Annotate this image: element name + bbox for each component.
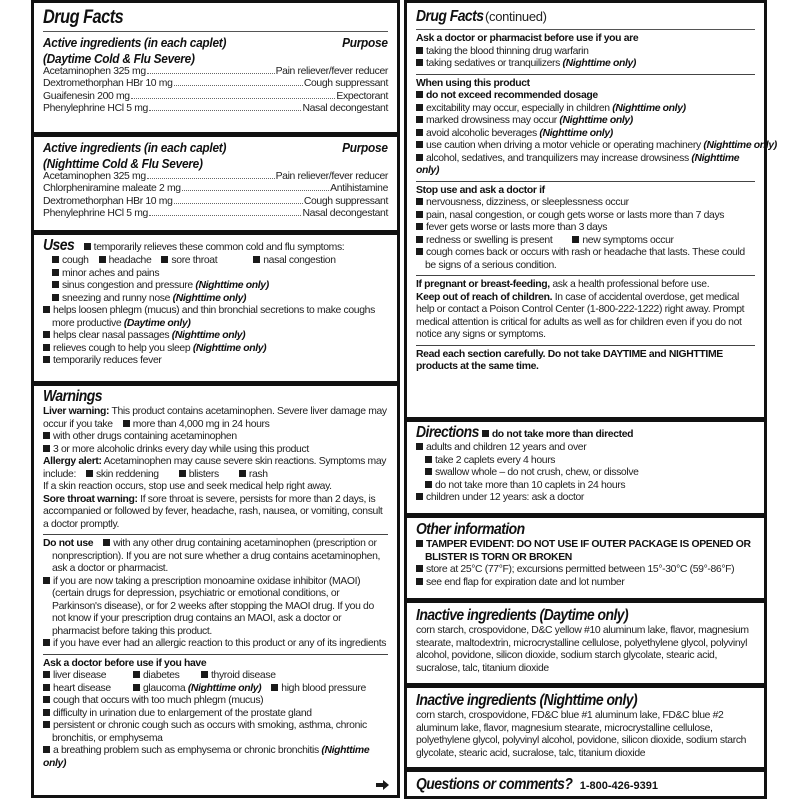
storage-text: store at 25°C (77°F); excursions permitted between 15°-30°C (59°-86°F): [426, 564, 735, 575]
bullet-icon: [43, 671, 50, 678]
nighttime-note: (Nighttime only): [43, 745, 370, 769]
when-using-text: marked drowsiness may occur: [426, 115, 557, 126]
bullet-icon: [43, 432, 50, 439]
directions-intro: [416, 424, 755, 442]
bullet-icon: [416, 540, 423, 547]
keep-out-text: In case of accidental overdose, get medical help or contact a Poison Control Center (1-800-222-1222) right away. Prompt medical attention is critical for adults as well as for children even if you do not notice any signs or symptoms.: [416, 291, 745, 340]
bullet-icon: [482, 430, 489, 437]
tamper-evident-item: [416, 539, 755, 564]
uses-title: Uses: [43, 237, 75, 254]
divider: [416, 74, 755, 75]
do-not-use-text: if you are now taking a prescription monoamine oxidase inhibitor (MAOI) (certain drugs for depression, psychiatric or emotional conditions, or Parkinson's disease), or for 2 weeks after stopping the MAOI drug. If you do not know if your prescription drug contains an MAOI, ask a doctor or pharmacist before taking this product.: [52, 575, 374, 637]
bullet-icon: [239, 470, 246, 477]
allergy-alert: [43, 456, 388, 481]
warnings-box: [31, 383, 400, 798]
uses-box: [31, 232, 400, 384]
right-column: [404, 0, 777, 799]
bullet-icon: [52, 256, 59, 263]
other-information-box: [404, 515, 767, 601]
pregnant-text: ask a health professional before use.: [552, 279, 710, 290]
stop-use-item: [416, 210, 755, 223]
use-item: [43, 280, 388, 293]
nighttime-note: (Nighttime only): [539, 127, 613, 139]
direction-subitem: [416, 480, 755, 493]
stop-use-item: [416, 235, 755, 248]
end-flap-item: [416, 577, 755, 590]
inactive-daytime-text: corn starch, crospovidone, D&C yellow #10 aluminum lake, flavor, magnesium stearate, maltodextrin, microcrystalline cellulose, polyethylene glycol, polyvinyl alcohol, povidone, silicon dioxide, sodium starch glycolate, stearic acid, sucralose, talc, titanium dioxide: [416, 625, 749, 674]
symptom-item: sore throat: [171, 255, 218, 266]
bullet-icon: [416, 154, 423, 161]
ingredient-row: [43, 183, 388, 195]
purpose-heading: Purpose: [342, 35, 388, 50]
bullet-icon: [133, 684, 140, 691]
uses-intro-text: temporarily relieves these common cold and flu symptoms:: [93, 242, 345, 253]
when-using-item: [416, 103, 755, 116]
divider: [43, 534, 388, 535]
bullet-icon: [416, 141, 423, 148]
ingredient-purpose: Nasal decongestant: [302, 103, 388, 115]
purpose-heading: Purpose: [342, 140, 388, 155]
direction-text: do not take more than 10 caplets in 24 hours: [435, 479, 626, 491]
when-using-item: [416, 140, 777, 153]
active-ingredients-header: [43, 140, 388, 156]
pharmacist-text: taking the blood thinning drug warfarin: [426, 45, 589, 57]
subheading-text: (Nighttime Cold & Flu Severe): [43, 155, 203, 171]
allergy-item: skin reddening: [96, 468, 159, 480]
dot-leader: [174, 203, 303, 204]
bullet-icon: [43, 696, 50, 703]
condition-item: high blood pressure: [281, 682, 366, 694]
ingredient-purpose: Pain reliever/fever reducer: [275, 66, 388, 77]
direction-text: children under 12 years: ask a doctor: [426, 492, 585, 503]
ask-pharmacist-label: Ask a doctor or pharmacist before use if you are: [416, 33, 639, 44]
ask-doctor-row: [43, 670, 388, 683]
liver-warning-item-row: [43, 431, 388, 444]
when-using-text: do not exceed recommended dosage: [426, 90, 598, 101]
bullet-icon: [52, 269, 59, 276]
do-not-use-text: if you have ever had an allergic reaction to this product or any of its ingredients: [53, 638, 387, 649]
direction-text: take 2 caplets every 4 hours: [435, 454, 556, 466]
dot-leader: [147, 178, 275, 179]
bullet-icon: [43, 684, 50, 691]
ingredient-purpose: Expectorant: [336, 90, 388, 102]
nighttime-note: (Nighttime only): [416, 152, 740, 176]
use-item: [43, 330, 388, 343]
tamper-evident-text: TAMPER EVIDENT: DO NOT USE IF OUTER PACKAGE IS OPENED OR BLISTER IS TORN OR BROKEN: [425, 539, 751, 563]
inactive-nighttime-title: Inactive ingredients (Nighttime only): [416, 692, 638, 709]
condition-item: difficulty in urination due to enlargement of the prostate gland: [53, 707, 312, 719]
when-using-item: [416, 128, 755, 141]
bullet-icon: [52, 281, 59, 288]
ingredient-name: Chlorpheniramine maleate 2 mg: [43, 183, 181, 195]
daytime-subheading: [43, 51, 388, 67]
use-item: [43, 343, 388, 356]
sore-throat-warning: [43, 494, 388, 532]
ingredient-name: Acetaminophen 325 mg: [43, 171, 146, 182]
ingredient-name: Phenylephrine HCl 5 mg: [43, 208, 148, 220]
ingredient-row: [43, 78, 388, 90]
ingredient-name: Dextromethorphan HBr 10 mg: [43, 195, 173, 207]
symptoms-row: [43, 255, 388, 268]
liver-warning-item-row: [43, 444, 388, 457]
stop-use-text: cough comes back or occurs with rash or headache that lasts. These could be signs of a serious condition.: [425, 247, 745, 271]
bullet-icon: [416, 578, 423, 585]
continue-arrow-icon: [376, 780, 389, 790]
nighttime-note: (Nighttime only): [192, 342, 267, 354]
bullet-icon: [103, 539, 110, 546]
dot-leader: [182, 190, 329, 191]
use-item: [43, 305, 388, 330]
do-not-use-label: Do not use: [43, 538, 94, 549]
stop-use-text: redness or swelling is present: [426, 234, 553, 246]
read-each-notice: Read each section carefully. Do not take DAYTIME and NIGHTTIME products at the same time.: [416, 348, 723, 372]
nighttime-note: (Nighttime only): [172, 292, 247, 304]
ingredient-purpose: Nasal decongestant: [302, 208, 388, 220]
divider: [416, 345, 755, 346]
bullet-icon: [43, 445, 50, 452]
ask-doctor-label: Ask a doctor before use if you have: [43, 657, 207, 669]
bullet-icon: [43, 721, 50, 728]
direction-item: [416, 492, 755, 505]
condition-row: [43, 708, 388, 721]
inactive-nighttime-box: [404, 685, 767, 770]
ingredient-purpose: Cough suppressant: [303, 195, 388, 207]
bullet-icon: [43, 356, 50, 363]
condition-item: cough that occurs with too much phlegm (mucus): [53, 695, 264, 706]
ingredient-row: [43, 196, 388, 208]
bullet-icon: [416, 129, 423, 136]
directions-intro-text: do not take more than directed: [491, 429, 634, 440]
do-not-use-item: [43, 576, 388, 639]
stop-use-label: Stop use and ask a doctor if: [416, 184, 545, 196]
directions-box: [404, 419, 767, 516]
direction-subitem: [416, 455, 755, 468]
ingredient-purpose: Cough suppressant: [303, 78, 388, 90]
stop-use-text: new symptoms occur: [582, 234, 674, 246]
condition-row: [43, 720, 388, 745]
symptom-item: nasal congestion: [263, 255, 336, 266]
ingredient-purpose: Pain reliever/fever reducer: [275, 171, 388, 182]
use-text: helps loosen phlegm (mucus) and thin bronchial secretions to make coughs more productive: [52, 305, 375, 329]
condition-item: heart disease: [53, 682, 111, 694]
active-ingredients-heading: Active ingredients (in each caplet): [43, 140, 227, 155]
bullet-icon: [416, 91, 423, 98]
ingredient-row: [43, 91, 388, 103]
subheading-text: (Daytime Cold & Flu Severe): [43, 50, 195, 66]
nighttime-note: (Nighttime only): [559, 115, 633, 126]
continued-title: [416, 8, 755, 26]
sore-throat-label: Sore throat warning:: [43, 493, 138, 505]
ingredient-name: Guaifenesin 200 mg: [43, 90, 130, 102]
liver-warning-item: with other drugs containing acetaminophen: [53, 431, 237, 442]
continued-suffix: (continued): [484, 9, 547, 24]
drug-facts-title: Drug Facts: [416, 8, 484, 25]
condition-row: [43, 695, 388, 708]
condition-item: glaucoma: [143, 682, 186, 694]
ingredient-row: [43, 103, 388, 115]
bullet-icon: [416, 493, 423, 500]
allergy-item: blisters: [188, 468, 219, 480]
when-using-text: avoid alcoholic beverages: [426, 127, 537, 139]
allergy-item: rash: [248, 468, 268, 480]
stop-use-item: [416, 222, 755, 235]
inactive-daytime-box: [404, 600, 767, 686]
divider: [416, 29, 755, 30]
liver-warning-label: Liver warning:: [43, 406, 110, 417]
directions-title: Directions: [416, 424, 479, 441]
use-item: [43, 355, 388, 368]
pharmacist-text: taking sedatives or tranquilizers: [426, 58, 560, 69]
divider: [416, 181, 755, 182]
ingredient-purpose: Antihistamine: [330, 183, 388, 195]
stop-use-text: fever gets worse or lasts more than 3 days: [426, 222, 608, 233]
dot-leader: [174, 85, 303, 86]
nighttime-note: (Nighttime only): [703, 140, 777, 151]
when-using-text: excitability may occur, especially in children: [426, 102, 610, 114]
condition-row: [43, 745, 388, 770]
bullet-icon: [416, 211, 423, 218]
symptom-item: headache: [108, 255, 152, 266]
when-using-item: [416, 115, 755, 128]
stop-use-item: [416, 247, 755, 272]
do-not-use-item: [43, 538, 388, 576]
condition-item: diabetes: [143, 670, 180, 681]
nighttime-subheading: [43, 156, 388, 172]
do-not-use-item: [43, 638, 388, 651]
divider: [43, 654, 388, 655]
keep-out-warning: [416, 292, 755, 342]
active-ingredients-heading: Active ingredients (in each caplet): [43, 35, 227, 50]
nighttime-note: (Nighttime only): [612, 102, 686, 114]
when-using-label: When using this product: [416, 77, 530, 89]
divider: [416, 275, 755, 276]
use-item: [43, 268, 388, 281]
bullet-icon: [416, 248, 423, 255]
direction-text: adults and children 12 years and over: [426, 442, 587, 453]
bullet-icon: [52, 294, 59, 301]
condition-item: persistent or chronic cough such as occurs with smoking, asthma, chronic bronchitis, or emphysema: [52, 720, 367, 744]
keep-out-label: Keep out of reach of children.: [416, 291, 553, 303]
direction-item: [416, 442, 755, 455]
bullet-icon: [43, 577, 50, 584]
bullet-icon: [416, 116, 423, 123]
dot-leader: [131, 98, 336, 99]
ingredient-row: [43, 66, 388, 78]
do-not-use-text: with any other drug containing acetaminophen (prescription or nonprescription). If you are not sure whether a drug contains acetaminophen, ask a doctor or pharmacist.: [52, 538, 381, 574]
liver-warning-item: 3 or more alcoholic drinks every day while using this product: [53, 443, 309, 455]
bullet-icon: [84, 243, 91, 250]
allergy-after-text: If a skin reaction occurs, stop use and seek medical help right away.: [43, 481, 332, 492]
bullet-icon: [416, 223, 423, 230]
bullet-icon: [123, 420, 130, 427]
nighttime-note: (Nighttime only): [187, 682, 262, 694]
inactive-nighttime-text: corn starch, crospovidone, FD&C blue #1 aluminum lake, FD&C blue #2 aluminum lake, flavor, magnesium stearate, microcrystalline cellulose, polyethylene glycol, polyvinyl alcohol, povidone, silicon dioxide, sodium starch glycolate, stearic acid, sucralose, talc, titanium dioxide: [416, 710, 747, 759]
use-text: relieves cough to help you sleep: [53, 342, 191, 354]
bullet-icon: [416, 104, 423, 111]
pharmacist-item: [416, 46, 755, 59]
bullet-icon: [161, 256, 168, 263]
bullet-icon: [416, 236, 423, 243]
condition-item: thyroid disease: [211, 670, 276, 681]
bullet-icon: [99, 256, 106, 263]
ask-doctor-row: [43, 683, 388, 696]
active-ingredients-nighttime-box: [31, 134, 400, 233]
end-flap-text: see end flap for expiration date and lot number: [426, 576, 625, 588]
use-text: helps clear nasal passages: [53, 330, 170, 341]
daytime-note: (Daytime only): [123, 317, 191, 329]
bullet-icon: [253, 256, 260, 263]
ingredient-name: Phenylephrine HCl 5 mg: [43, 103, 148, 115]
nighttime-note: (Nighttime only): [171, 330, 246, 341]
inactive-daytime-title: Inactive ingredients (Daytime only): [416, 607, 629, 624]
warnings-title: Warnings: [43, 388, 102, 405]
bullet-icon: [179, 470, 186, 477]
use-item: [43, 293, 388, 306]
allergy-alert-text: Acetaminophen may cause severe skin reactions. Symptoms may include:: [43, 456, 387, 480]
nighttime-note: (Nighttime only): [562, 58, 637, 69]
nighttime-note: (Nighttime only): [195, 280, 269, 291]
stop-use-text: pain, nasal congestion, or cough gets worse or lasts more than 7 days: [426, 209, 725, 221]
pharmacist-item: [416, 58, 755, 71]
bullet-icon: [572, 236, 579, 243]
when-using-text: use caution when driving a motor vehicle or operating machinery: [426, 140, 701, 151]
stop-use-item: [416, 197, 755, 210]
pregnant-warning: [416, 279, 755, 292]
ingredient-row: [43, 171, 388, 183]
drug-facts-continued-box: [404, 0, 777, 420]
bullet-icon: [271, 684, 278, 691]
bullet-icon: [416, 565, 423, 572]
bullet-icon: [43, 344, 50, 351]
questions-phone: 1-800-426-9391: [579, 780, 658, 792]
questions-box: [404, 769, 767, 799]
left-column: [31, 0, 400, 798]
ingredient-name: Dextromethorphan HBr 10 mg: [43, 78, 173, 90]
stop-use-text: nervousness, dizziness, or sleeplessness occur: [426, 197, 629, 208]
liver-warning-text: This product contains acetaminophen. Severe liver damage may occur if you take: [43, 406, 387, 430]
bullet-icon: [43, 306, 50, 313]
bullet-icon: [201, 671, 208, 678]
other-information-title: Other information: [416, 521, 525, 538]
condition-item: liver disease: [53, 670, 107, 681]
direction-subitem: [416, 467, 755, 480]
storage-item: [416, 564, 755, 577]
pregnant-label: If pregnant or breast-feeding,: [416, 279, 550, 290]
dot-leader: [149, 110, 302, 111]
bullet-icon: [86, 470, 93, 477]
active-ingredients-daytime-box: [31, 0, 400, 135]
bullet-icon: [416, 59, 423, 66]
bullet-icon: [43, 639, 50, 646]
allergy-alert-label: Allergy alert:: [43, 456, 102, 467]
dot-leader: [147, 73, 275, 74]
questions-label: Questions or comments?: [416, 776, 573, 793]
when-using-item: [416, 153, 755, 178]
bullet-icon: [425, 481, 432, 488]
use-text: sneezing and runny nose: [62, 292, 171, 304]
direction-text: swallow whole – do not crush, chew, or dissolve: [435, 467, 639, 478]
sore-throat-text: If sore throat is severe, persists for more than 2 days, is accompanied or followed by fever, headache, rash, nausea, or vomiting, consult a doctor promptly.: [43, 493, 383, 530]
bullet-icon: [416, 47, 423, 54]
uses-intro-line: [43, 237, 388, 255]
bullet-icon: [133, 671, 140, 678]
use-text: minor aches and pains: [62, 267, 160, 279]
ingredient-row: [43, 208, 388, 220]
divider: [43, 31, 388, 32]
symptom-item: cough: [62, 255, 89, 266]
bullet-icon: [416, 198, 423, 205]
dot-leader: [149, 215, 302, 216]
when-using-item: [416, 90, 755, 103]
bullet-icon: [416, 443, 423, 450]
condition-item: a breathing problem such as emphysema or chronic bronchitis: [53, 745, 319, 756]
drug-facts-title: Drug Facts: [43, 7, 124, 28]
liver-warning-item: more than 4,000 mg in 24 hours: [132, 418, 270, 430]
liver-warning: [43, 406, 388, 431]
use-text: sinus congestion and pressure: [62, 280, 193, 291]
use-text: temporarily reduces fever: [53, 355, 162, 366]
bullet-icon: [425, 456, 432, 463]
when-using-text: alcohol, sedatives, and tranquilizers may increase drowsiness: [426, 152, 689, 164]
bullet-icon: [43, 709, 50, 716]
bullet-icon: [425, 468, 432, 475]
bullet-icon: [43, 331, 50, 338]
bullet-icon: [43, 746, 50, 753]
active-ingredients-header: [43, 35, 388, 51]
ingredient-name: Acetaminophen 325 mg: [43, 66, 146, 77]
